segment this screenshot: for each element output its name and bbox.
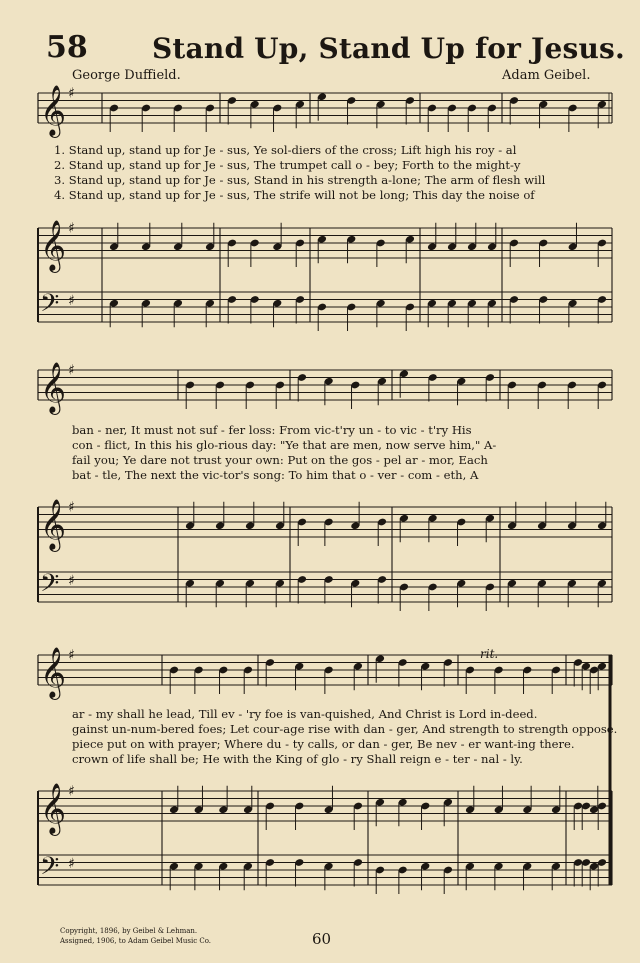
- lyricist-credit: George Duffield.: [72, 68, 181, 83]
- bass-clef-icon: 𝄢: [40, 569, 60, 604]
- verse-2-line-2: con - flict, In this his glo-rious day: "Ye that are men, now serve him," A-: [72, 438, 497, 452]
- key-signature-sharp-icon: ♯: [68, 220, 75, 237]
- bass-clef-icon: 𝄢: [40, 289, 60, 324]
- treble-clef-icon: 𝄞: [40, 85, 67, 136]
- verse-3-line-3: piece put on with prayer; Where du - ty calls, or dan - ger, Be nev - er want-ing there.: [72, 737, 575, 751]
- treble-clef-icon: 𝄞: [40, 647, 67, 698]
- verse-4-line-2: bat - tle, The next the vic-tor's song: To him that o - ver - com - eth, A: [72, 468, 479, 482]
- verse-1-line-3: ar - my shall he lead, Till ev - 'ry foe is van-quished, And Christ is Lord in-deed.: [72, 707, 538, 721]
- key-signature-sharp-icon: ♯: [68, 362, 75, 379]
- hymn-title: Stand Up, Stand Up for Jesus.: [152, 32, 625, 65]
- verse-3-line-2: fail you; Ye dare not trust your own: Put on the gos - pel ar - mor, Each: [72, 453, 488, 467]
- key-signature-sharp-icon: ♯: [68, 85, 75, 102]
- ritardando-mark: rit.: [480, 647, 499, 661]
- key-signature-sharp-icon: ♯: [68, 572, 75, 589]
- key-signature-sharp-icon: ♯: [68, 855, 75, 872]
- page-number: 60: [312, 930, 332, 948]
- verse-2-line-1: 2. Stand up, stand up for Je - sus, The trumpet call o - bey; Forth to the might-y: [54, 158, 521, 172]
- treble-clef-icon: 𝄞: [40, 362, 67, 413]
- verse-1-line-2: ban - ner, It must not suf - fer loss: From vic-t'ry un - to vic - t'ry His: [72, 423, 472, 437]
- verse-4-line-1: 4. Stand up, stand up for Je - sus, The strife will not be long; This day the noise of: [54, 188, 535, 202]
- key-signature-sharp-icon: ♯: [68, 647, 75, 664]
- key-signature-sharp-icon: ♯: [68, 292, 75, 309]
- composer-credit: Adam Geibel.: [502, 68, 591, 83]
- key-signature-sharp-icon: ♯: [68, 783, 75, 800]
- verse-3-line-1: 3. Stand up, stand up for Je - sus, Stand in his strength a-lone; The arm of flesh will: [54, 173, 546, 187]
- copyright-line: Copyright, 1896, by Geibel & Lehman.: [60, 927, 198, 935]
- verse-4-line-3: crown of life shall be; He with the King of glo - ry Shall reign e - ter - nal - ly.: [72, 752, 523, 766]
- treble-clef-icon: 𝄞: [40, 783, 67, 834]
- verse-1-line-1: 1. Stand up, stand up for Je - sus, Ye sol-diers of the cross; Lift high his roy - al: [54, 143, 517, 157]
- treble-clef-icon: 𝄞: [40, 499, 67, 550]
- bass-clef-icon: 𝄢: [40, 852, 60, 887]
- verse-2-line-3: gainst un-num-bered foes; Let cour-age rise with dan - ger, And strength to strength oppose.: [72, 722, 618, 736]
- treble-clef-icon: 𝄞: [40, 220, 67, 271]
- key-signature-sharp-icon: ♯: [68, 499, 75, 516]
- assignment-line: Assigned, 1906, to Adam Geibel Music Co.: [60, 937, 212, 945]
- hymn-number: 58: [46, 30, 88, 65]
- copyright-notice: [60, 926, 211, 946]
